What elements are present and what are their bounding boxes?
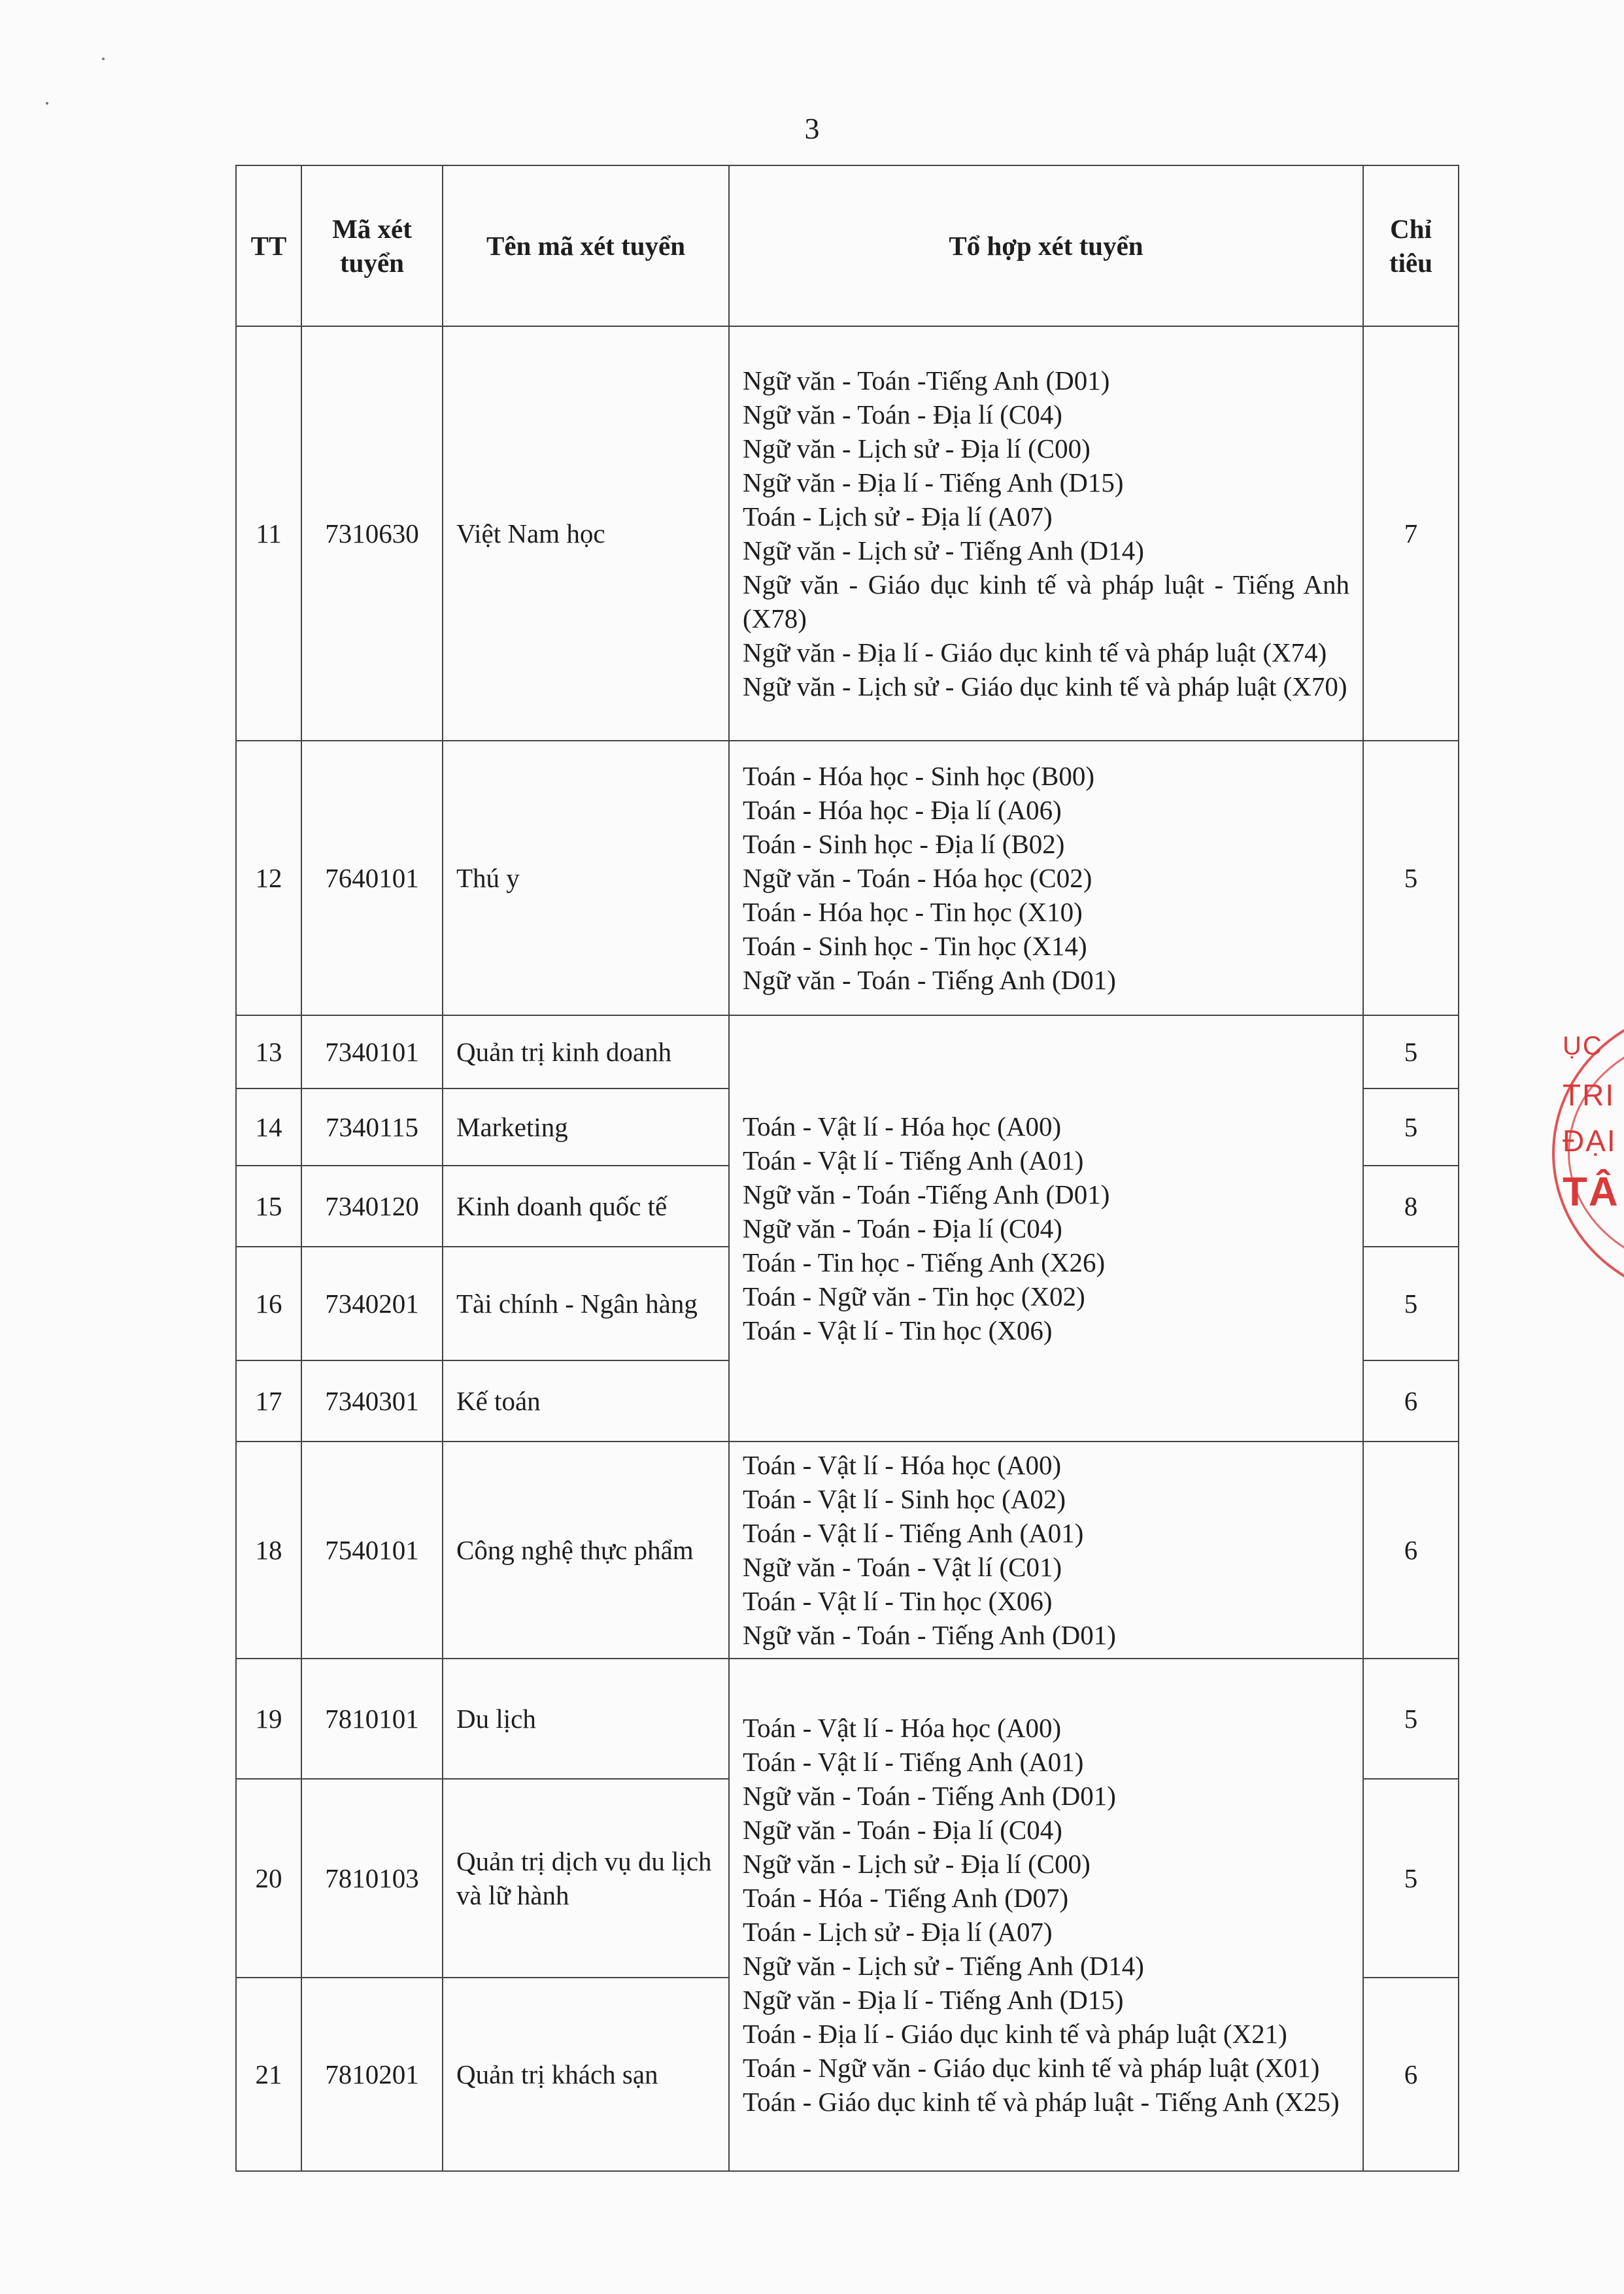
combination-list (729, 326, 1363, 741)
row-code: 7340120 (301, 1166, 443, 1247)
scan-speck (102, 58, 105, 60)
combination-item: Ngữ văn - Địa lí - Tiếng Anh (D15) (743, 467, 1124, 498)
combination-item: Toán - Vật lí - Hóa học (A00) (743, 1450, 1062, 1480)
row-name: Kế toán (443, 1360, 729, 1442)
row-code: 7340101 (301, 1015, 443, 1088)
combination-item: Ngữ văn - Giáo dục kinh tế và pháp luật - Tiếng Anh (X78) (743, 569, 1349, 633)
table-row (236, 741, 1459, 1015)
row-tt: 20 (236, 1779, 301, 1978)
row-name: Tài chính - Ngân hàng (443, 1247, 729, 1360)
combination-item: Toán - Sinh học - Tin học (X14) (743, 931, 1087, 961)
header-chi-tieu: Chỉ tiêu (1363, 165, 1459, 326)
combination-item: Toán - Vật lí - Tin học (X06) (743, 1586, 1053, 1616)
table-header-row (236, 165, 1459, 326)
row-quota: 5 (1363, 1779, 1459, 1978)
combination-item: Toán - Hóa học - Địa lí (A06) (743, 795, 1062, 825)
combination-item: Ngữ văn - Địa lí - Giáo dục kinh tế và pháp luật (X74) (743, 637, 1327, 667)
row-code: 7640101 (301, 741, 443, 1015)
table-row (236, 1015, 1459, 1088)
combination-item: Ngữ văn - Toán - Tiếng Anh (D01) (743, 1620, 1116, 1650)
combination-item: Ngữ văn - Toán - Tiếng Anh (D01) (743, 965, 1116, 995)
table-row (236, 326, 1459, 741)
combination-item: Toán - Vật lí - Tiếng Anh (A01) (743, 1747, 1084, 1777)
combination-item: Ngữ văn - Toán -Tiếng Anh (D01) (743, 365, 1110, 396)
official-seal-stamp (1536, 1007, 1624, 1294)
seal-text: TRI (1563, 1078, 1616, 1112)
combination-list (729, 741, 1363, 1015)
row-tt: 16 (236, 1247, 301, 1360)
combination-item: Toán - Ngữ văn - Tin học (X02) (743, 1281, 1085, 1311)
combination-item: Toán - Giáo dục kinh tế và pháp luật - Tiếng Anh (X25) (743, 2087, 1340, 2117)
row-tt: 17 (236, 1360, 301, 1442)
combination-item: Ngữ văn - Toán -Tiếng Anh (D01) (743, 1179, 1110, 1209)
combination-item: Toán - Địa lí - Giáo dục kinh tế và pháp luật (X21) (743, 2019, 1287, 2049)
combination-list (729, 1015, 1363, 1442)
combination-item: Ngữ văn - Toán - Tiếng Anh (D01) (743, 1781, 1116, 1811)
seal-text: TÂ (1563, 1170, 1619, 1215)
combination-item: Ngữ văn - Toán - Địa lí (C04) (743, 1815, 1062, 1845)
combination-list (729, 1442, 1363, 1659)
row-quota: 6 (1363, 1360, 1459, 1442)
row-tt: 18 (236, 1442, 301, 1659)
combination-item: Ngữ văn - Toán - Địa lí (C04) (743, 399, 1062, 430)
row-code: 7810101 (301, 1659, 443, 1779)
combination-list (729, 1659, 1363, 2171)
combination-item: Ngữ văn - Lịch sử - Giáo dục kinh tế và pháp luật (X70) (743, 671, 1347, 701)
row-name: Quản trị dịch vụ du lịch và lữ hành (443, 1779, 729, 1978)
row-quota: 5 (1363, 1015, 1459, 1088)
row-name: Việt Nam học (443, 326, 729, 741)
row-code: 7810201 (301, 1978, 443, 2171)
row-code: 7340201 (301, 1247, 443, 1360)
row-quota: 6 (1363, 1978, 1459, 2171)
row-quota: 5 (1363, 741, 1459, 1015)
combination-item: Toán - Ngữ văn - Giáo dục kinh tế và pháp luật (X01) (743, 2053, 1320, 2083)
row-name: Kinh doanh quốc tế (443, 1166, 729, 1247)
combination-item: Toán - Vật lí - Hóa học (A00) (743, 1111, 1062, 1141)
row-code: 7810103 (301, 1779, 443, 1978)
seal-text: ỤC (1563, 1032, 1603, 1060)
row-quota: 5 (1363, 1247, 1459, 1360)
header-tt: TT (236, 165, 301, 326)
combination-item: Toán - Lịch sử - Địa lí (A07) (743, 1917, 1053, 1947)
row-tt: 15 (236, 1166, 301, 1247)
row-tt: 11 (236, 326, 301, 741)
table-row (236, 1442, 1459, 1659)
row-code: 7540101 (301, 1442, 443, 1659)
combination-item: Toán - Lịch sử - Địa lí (A07) (743, 501, 1053, 531)
combination-item: Toán - Vật lí - Tiếng Anh (A01) (743, 1518, 1084, 1548)
combination-item: Toán - Tin học - Tiếng Anh (X26) (743, 1247, 1106, 1277)
combination-item: Ngữ văn - Toán - Hóa học (C02) (743, 863, 1092, 893)
seal-text: ĐẠI (1563, 1124, 1617, 1158)
combination-item: Toán - Vật lí - Tin học (X06) (743, 1315, 1053, 1345)
row-quota: 8 (1363, 1166, 1459, 1247)
row-quota: 5 (1363, 1088, 1459, 1166)
combination-item: Toán - Vật lí - Tiếng Anh (A01) (743, 1145, 1084, 1175)
combination-item: Toán - Vật lí - Hóa học (A00) (743, 1713, 1062, 1743)
header-to-hop-xet-tuyen: Tổ hợp xét tuyển (729, 165, 1363, 326)
row-tt: 19 (236, 1659, 301, 1779)
admissions-table (235, 165, 1459, 2172)
combination-item: Toán - Vật lí - Sinh học (A02) (743, 1484, 1066, 1514)
combination-item: Toán - Hóa học - Sinh học (B00) (743, 761, 1094, 791)
combination-item: Toán - Hóa - Tiếng Anh (D07) (743, 1883, 1069, 1913)
row-tt: 14 (236, 1088, 301, 1166)
row-code: 7310630 (301, 326, 443, 741)
row-code: 7340301 (301, 1360, 443, 1442)
combination-item: Ngữ văn - Lịch sử - Tiếng Anh (D14) (743, 1951, 1144, 1981)
row-name: Thú y (443, 741, 729, 1015)
combination-item: Ngữ văn - Lịch sử - Địa lí (C00) (743, 1849, 1091, 1879)
combination-item: Ngữ văn - Toán - Vật lí (C01) (743, 1552, 1062, 1582)
row-name: Quản trị kinh doanh (443, 1015, 729, 1088)
row-code: 7340115 (301, 1088, 443, 1166)
row-quota: 6 (1363, 1442, 1459, 1659)
row-name: Công nghệ thực phẩm (443, 1442, 729, 1659)
row-name: Quản trị khách sạn (443, 1978, 729, 2171)
combination-item: Ngữ văn - Toán - Địa lí (C04) (743, 1213, 1062, 1243)
row-tt: 12 (236, 741, 301, 1015)
combination-item: Toán - Hóa học - Tin học (X10) (743, 897, 1083, 927)
row-name: Marketing (443, 1088, 729, 1166)
combination-item: Toán - Sinh học - Địa lí (B02) (743, 829, 1065, 859)
row-quota: 5 (1363, 1659, 1459, 1779)
header-ten-ma-xet-tuyen: Tên mã xét tuyển (443, 165, 729, 326)
table-row (236, 1659, 1459, 1779)
scan-speck (46, 102, 48, 105)
row-tt: 13 (236, 1015, 301, 1088)
row-tt: 21 (236, 1978, 301, 2171)
row-quota: 7 (1363, 326, 1459, 741)
header-ma-xet-tuyen: Mã xét tuyển (301, 165, 443, 326)
combination-item: Ngữ văn - Địa lí - Tiếng Anh (D15) (743, 1985, 1124, 2015)
combination-item: Ngữ văn - Lịch sử - Tiếng Anh (D14) (743, 535, 1144, 565)
combination-item: Ngữ văn - Lịch sử - Địa lí (C00) (743, 433, 1091, 464)
page-number: 3 (804, 112, 820, 145)
row-name: Du lịch (443, 1659, 729, 1779)
